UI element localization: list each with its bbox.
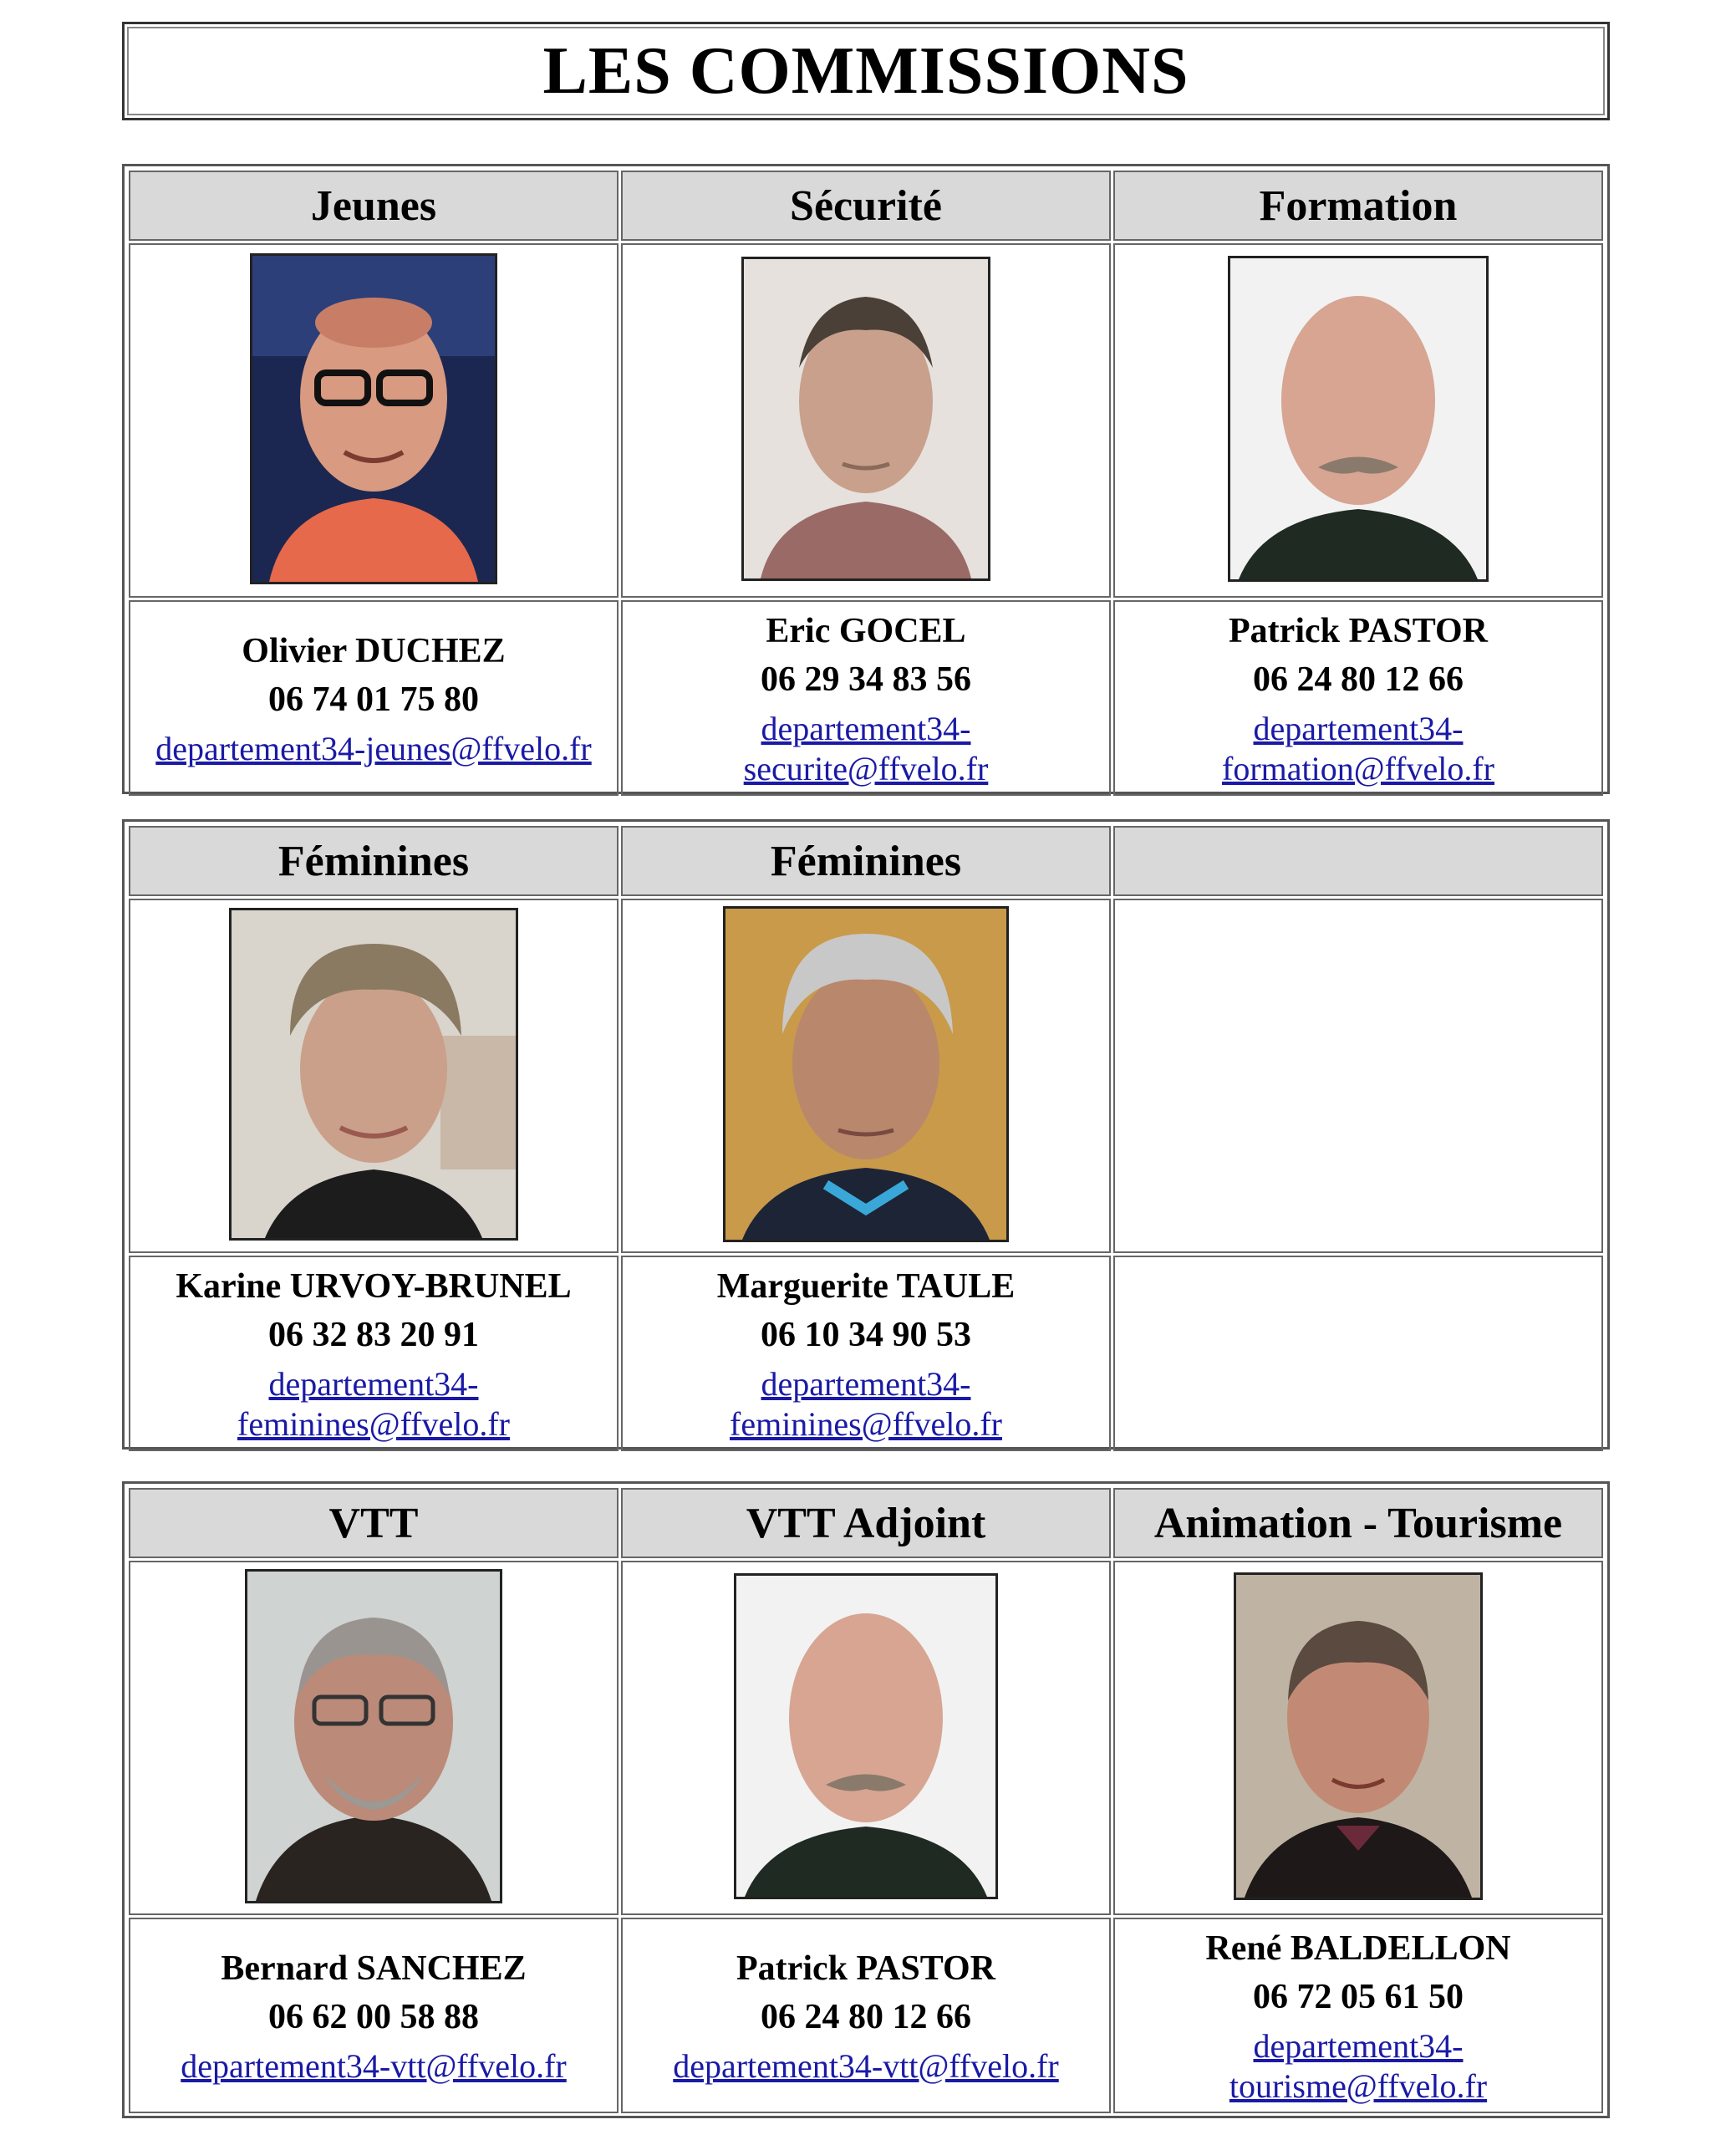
commission-section-3	[122, 1481, 1610, 2118]
commission-section-2	[122, 819, 1610, 1450]
member-name: Marguerite TAULE	[716, 1267, 1016, 1306]
email-line: tourisme@ffvelo.fr	[1229, 2067, 1488, 2105]
portrait-photo	[250, 253, 497, 584]
member-email-link[interactable]	[623, 1364, 1109, 1444]
contact-cell	[621, 1256, 1111, 1451]
email-line: departement34-vtt@ffvelo.fr	[181, 2047, 567, 2085]
member-email-link[interactable]	[130, 729, 617, 769]
email-line: securite@ffvelo.fr	[743, 750, 989, 787]
member-email-link[interactable]	[1115, 709, 1601, 789]
contact-cell	[129, 1918, 619, 2113]
contact-cell	[129, 1256, 619, 1451]
commission-header: VTT	[129, 1488, 619, 1558]
member-phone: 06 29 34 83 56	[761, 660, 971, 699]
portrait-photo	[741, 257, 990, 581]
email-line: feminines@ffvelo.fr	[730, 1405, 1002, 1443]
member-email-link[interactable]	[623, 2046, 1109, 2086]
contact-cell	[129, 600, 619, 796]
member-phone: 06 74 01 75 80	[268, 680, 479, 719]
commission-header: Féminines	[621, 826, 1111, 896]
photo-cell	[129, 243, 619, 598]
photo-cell	[1113, 1561, 1603, 1915]
commission-header: Jeunes	[129, 171, 619, 241]
commission-header-empty	[1113, 826, 1603, 896]
member-email-link[interactable]	[130, 1364, 617, 1444]
portrait-photo	[734, 1573, 998, 1899]
photo-cell	[129, 899, 619, 1253]
commission-header: Sécurité	[621, 171, 1111, 241]
member-name: René BALDELLON	[1205, 1929, 1511, 1968]
member-email-link[interactable]	[1115, 2026, 1601, 2107]
member-name: Patrick PASTOR	[1229, 612, 1488, 650]
member-phone: 06 24 80 12 66	[1253, 660, 1464, 699]
member-email-link[interactable]	[130, 2046, 617, 2086]
member-phone: 06 24 80 12 66	[761, 1998, 971, 2036]
member-name: Patrick PASTOR	[736, 1949, 995, 1988]
photo-cell	[621, 243, 1111, 598]
email-line: formation@ffvelo.fr	[1222, 750, 1494, 787]
photo-cell	[621, 899, 1111, 1253]
portrait-photo	[1234, 1572, 1483, 1900]
commission-header: VTT Adjoint	[621, 1488, 1111, 1558]
commission-section-1	[122, 164, 1610, 794]
contact-cell	[621, 1918, 1111, 2113]
page-title: LES COMMISSIONS	[542, 33, 1189, 108]
portrait-photo	[229, 908, 518, 1241]
email-line: departement34-	[1253, 2027, 1464, 2065]
contact-cell	[1113, 1918, 1603, 2113]
photo-cell	[1113, 243, 1603, 598]
empty-cell	[1113, 1256, 1603, 1451]
email-line: departement34-	[761, 1365, 971, 1403]
member-phone: 06 62 00 58 88	[268, 1998, 479, 2036]
commission-header: Formation	[1113, 171, 1603, 241]
portrait-photo	[245, 1569, 502, 1903]
email-line: departement34-	[268, 1365, 479, 1403]
contact-cell	[621, 600, 1111, 796]
member-name: Bernard SANCHEZ	[221, 1949, 527, 1988]
member-phone: 06 72 05 61 50	[1253, 1978, 1464, 2016]
member-phone: 06 32 83 20 91	[268, 1316, 479, 1354]
commission-header: Animation - Tourisme	[1113, 1488, 1603, 1558]
email-line: feminines@ffvelo.fr	[237, 1405, 510, 1443]
member-name: Karine URVOY-BRUNEL	[176, 1267, 572, 1306]
portrait-photo	[723, 906, 1009, 1242]
email-line: departement34-	[761, 710, 971, 747]
member-name: Olivier DUCHEZ	[242, 632, 506, 670]
photo-cell	[621, 1561, 1111, 1915]
member-phone: 06 10 34 90 53	[761, 1316, 971, 1354]
portrait-photo	[1228, 256, 1489, 582]
email-line: departement34-	[1253, 710, 1464, 747]
member-email-link[interactable]	[623, 709, 1109, 789]
empty-cell	[1113, 899, 1603, 1253]
title-box	[122, 22, 1610, 120]
contact-cell	[1113, 600, 1603, 796]
commission-header: Féminines	[129, 826, 619, 896]
email-line: departement34-vtt@ffvelo.fr	[673, 2047, 1059, 2085]
photo-cell	[129, 1561, 619, 1915]
member-name: Eric GOCEL	[766, 612, 966, 650]
email-line: departement34-jeunes@ffvelo.fr	[155, 730, 592, 767]
